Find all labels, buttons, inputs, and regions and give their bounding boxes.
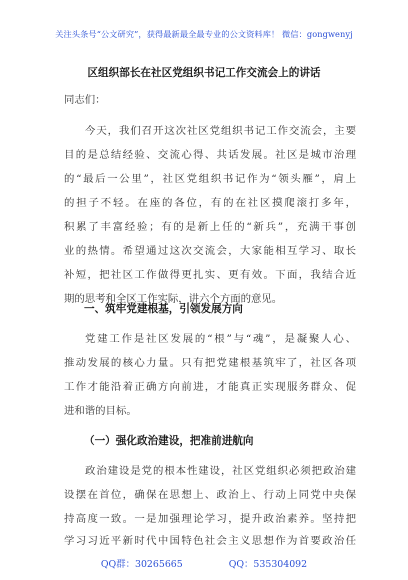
subsection-heading: （一）强化政治建设，把准前进航向: [84, 435, 254, 447]
subsection-line: 持高度一致。一是加强理论学习，提升政治素养。坚持把: [64, 513, 356, 525]
salutation: 同志们：: [64, 94, 106, 106]
intro-line: 今天，我们召开这次社区党组织书记工作交流会，主要: [85, 125, 356, 137]
intro-line: 补短，把社区工作做得更扎实、更有效。下面，我结合近: [64, 269, 356, 281]
section1-line: 党建工作是社区发展的“根”与“魂”，是凝聚人心、: [85, 333, 356, 345]
section1-line: 推动发展的核心力量。只有把党建根基筑牢了，社区各项: [64, 357, 356, 369]
section1-line: 进和谐的目标。: [64, 405, 137, 417]
subsection-line: 设摆在首位，确保在思想上、政治上、行动上同党中央保: [64, 489, 356, 501]
intro-line: 的“最后一公里”，社区党组织书记作为“领头雁”，肩上: [64, 173, 356, 185]
intro-line: 的担子不轻。在座的各位，有的在社区摸爬滚打多年，: [64, 197, 356, 209]
subsection-line: 政治建设是党的根本性建设，社区党组织必须把政治建: [85, 465, 356, 477]
intro-line: 积累了丰富经验；有的是新上任的“新兵”，充满干事创: [64, 221, 356, 233]
footer-qq: QQ：535304092: [228, 559, 308, 570]
section-heading: 一、筑牢党建根基，引领发展方向: [84, 303, 243, 315]
document-title: 区组织部长在社区党组织书记工作交流会上的讲话: [87, 67, 321, 79]
footer-qq-group: QQ群：30265665: [100, 559, 183, 570]
intro-line: 期的思考和全区工作实际，讲六个方面的意见。: [64, 293, 283, 305]
intro-line: 目的是总结经验、交流心得、共话发展。社区是城市治理: [64, 149, 356, 161]
subsection-line: 学习习近平新时代中国特色社会主义思想作为首要政治任: [64, 535, 356, 547]
intro-line: 业的热情。希望通过这次交流会，大家能相互学习、取长: [64, 245, 356, 257]
footer-contact: [0, 556, 408, 570]
header-promo-note: 关注头条号“公文研究”，获得最新最全最专业的公文资料库！ 微信：gongwenyj: [55, 29, 353, 39]
section1-line: 工作才能沿着正确方向前进，才能真正实现服务群众、促: [64, 381, 356, 393]
